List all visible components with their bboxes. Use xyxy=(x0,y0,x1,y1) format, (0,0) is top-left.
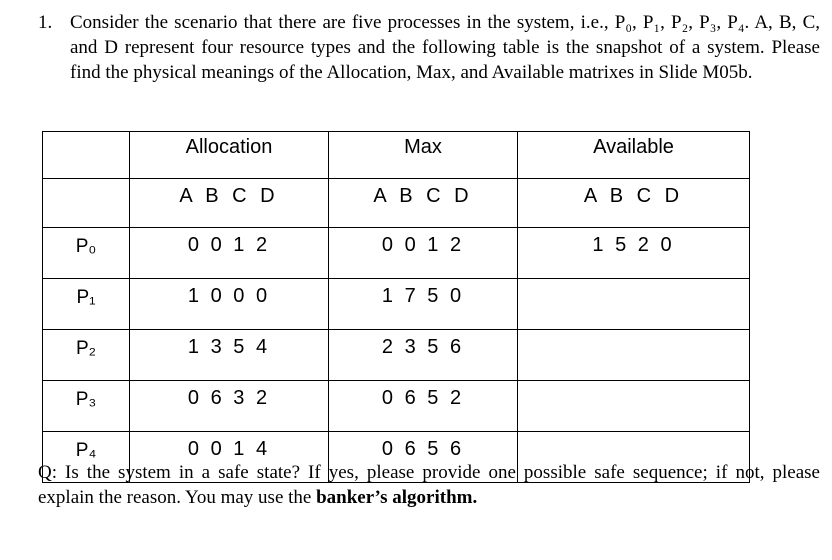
process-label: P₄ xyxy=(43,432,130,483)
process-label: P₀ xyxy=(43,228,130,279)
available-cell xyxy=(518,279,750,330)
available-cell xyxy=(518,381,750,432)
available-resources: A B C D xyxy=(518,179,750,228)
max-cell: 1 7 5 0 xyxy=(329,279,518,330)
max-resources: A B C D xyxy=(329,179,518,228)
header-max: Max xyxy=(329,132,518,179)
problem-number: 1. xyxy=(38,12,53,33)
header-available: Available xyxy=(518,132,750,179)
problem-statement xyxy=(38,10,820,85)
resource-blank xyxy=(43,179,130,228)
allocation-cell: 1 3 5 4 xyxy=(130,330,329,381)
table-row xyxy=(43,330,750,381)
allocation-resources: A B C D xyxy=(130,179,329,228)
question-text xyxy=(38,460,820,510)
resource-types-row xyxy=(43,179,750,228)
header-blank xyxy=(43,132,130,179)
allocation-cell: 0 6 3 2 xyxy=(130,381,329,432)
resource-snapshot-table xyxy=(42,131,750,483)
table-row xyxy=(43,279,750,330)
problem-text: Consider the scenario that there are five processes in the system, i.e., P₀, P₁, P₂, P₃, P₄. A, B, C, and D represent four resource types and the following table is the snapshot of a system. Please find the physical meanings of the Allocation, Max, and Available matrixes in Slide M05b. xyxy=(70,12,820,83)
available-cell: 1 5 2 0 xyxy=(518,228,750,279)
process-label: P₃ xyxy=(43,381,130,432)
max-cell: 0 6 5 6 xyxy=(329,432,518,483)
max-cell: 2 3 5 6 xyxy=(329,330,518,381)
question-emphasis: banker’s algorithm. xyxy=(316,487,478,508)
header-allocation: Allocation xyxy=(130,132,329,179)
allocation-cell: 0 0 1 2 xyxy=(130,228,329,279)
available-cell xyxy=(518,330,750,381)
allocation-cell: 1 0 0 0 xyxy=(130,279,329,330)
process-label: P₁ xyxy=(43,279,130,330)
max-cell: 0 0 1 2 xyxy=(329,228,518,279)
question-body: Q: Is the system in a safe state? If yes, please provide one possible safe sequence; if not, please explain the reason. You may use the xyxy=(38,462,820,508)
max-cell: 0 6 5 2 xyxy=(329,381,518,432)
allocation-cell: 0 0 1 4 xyxy=(130,432,329,483)
table-row xyxy=(43,228,750,279)
table-row xyxy=(43,381,750,432)
process-label: P₂ xyxy=(43,330,130,381)
table-header-row xyxy=(43,132,750,179)
